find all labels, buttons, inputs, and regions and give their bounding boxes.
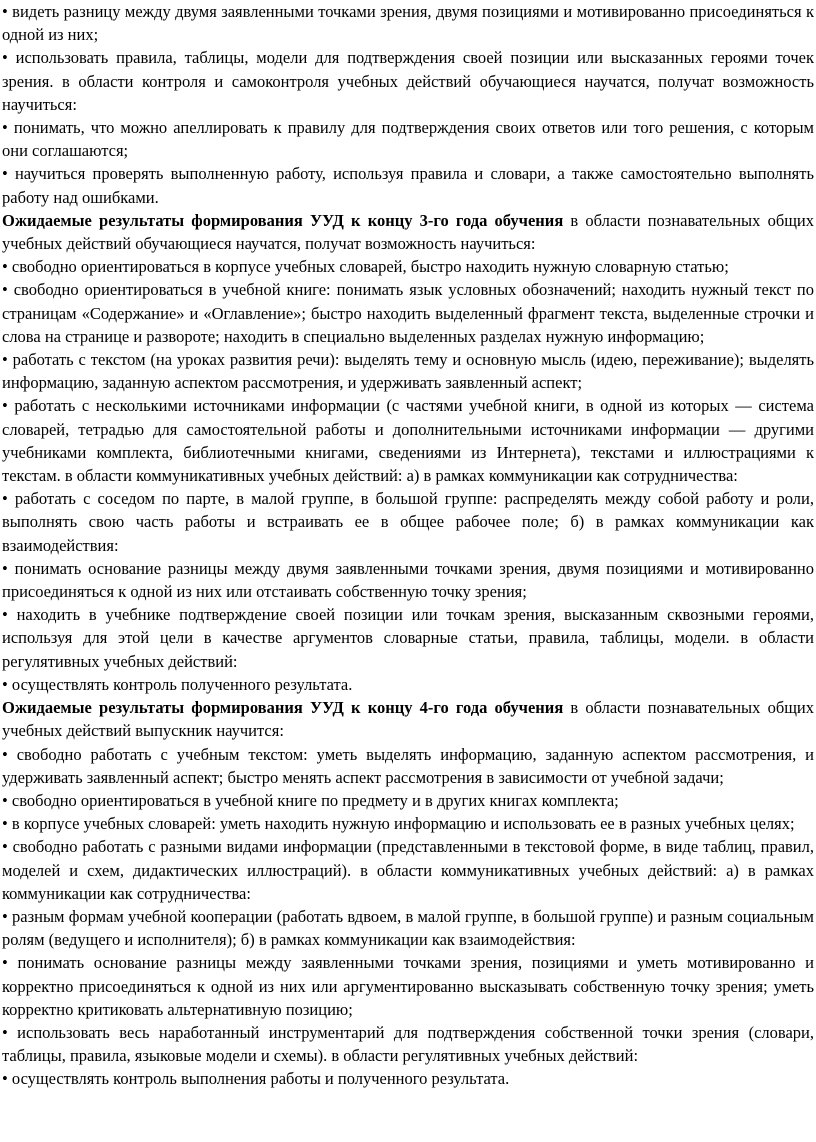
heading-rest-text: в области познавательных общих учебных действий обучающиеся научатся, получат возможность научиться:	[2, 210, 814, 254]
heading-rest-text: в области познавательных общих учебных действий выпускник научится:	[2, 698, 814, 741]
list-item: • разным формам учебной кооперации (работать вдвоем, в малой группе, в большой группе) и разным социальным ролям (ведущего и исполнителя); б) в рамках коммуникации как взаимодействия:	[2, 906, 814, 950]
list-item: • работать с соседом по парте, в малой группе, в большой группе: распределять между собой работу и роли, выполнять свою часть работы и встраивать ее в общее рабочее поле; б) в рамках коммуникации как взаимодействия:	[2, 489, 814, 555]
list-item: • научиться проверять выполненную работу, используя правила и словари, а также самостоятельно выполнять работу над ошибками.	[2, 164, 814, 207]
list-item: • понимать основание разницы между двумя заявленными точками зрения, двумя позициями и мотивированно присоединяться к одной из них или отстаивать собственную точку зрения;	[2, 558, 814, 602]
list-item: • осуществлять контроль выполнения работы и полученного результата.	[2, 1069, 510, 1089]
list-item: • находить в учебнике подтверждение своей позиции или точкам зрения, высказанным сквозными героями, используя для этой цели в качестве аргументов словарные статьи, правила, таблицы, модели. в области регулятивных учебных действий:	[2, 605, 814, 671]
list-item: • видеть разницу между двумя заявленными точками зрения, двумя позициями и мотивированно присоединяться к одной из них;	[2, 2, 814, 45]
list-item: • использовать весь наработанный инструментарий для подтверждения собственной точки зрения (словари, таблицы, правила, языковые модели и схемы). в области регулятивных учебных действий:	[2, 1022, 814, 1066]
list-item: • понимать, что можно апеллировать к правилу для подтверждения своих ответов или того решения, с которым они соглашаются;	[2, 118, 814, 161]
list-item: • использовать правила, таблицы, модели для подтверждения своей позиции или высказанных героями точек зрения. в области контроля и самоконтроля учебных действий обучающиеся научатся, получат возможность научиться:	[2, 48, 814, 114]
list-item: • осуществлять контроль полученного результата.	[2, 674, 353, 694]
list-item: • свободно работать с учебным текстом: уметь выделять информацию, заданную аспектом рассмотрения, и удерживать заявленный аспект; быстро менять аспект рассмотрения в зависимости от учебной задачи;	[2, 744, 814, 787]
list-item: • понимать основание разницы между заявленными точками зрения, позициями и уметь мотивированно и корректно присоединяться к одной из них или аргументированно высказывать собственную точку зрения; уметь корректно критиковать альтернативную позицию;	[2, 953, 814, 1019]
list-item: • в корпусе учебных словарей: уметь находить нужную информацию и использовать ее в разных учебных целях;	[2, 814, 795, 834]
list-item: • работать с несколькими источниками информации (с частями учебной книги, в одной из которых — система словарей, тетрадью для самостоятельной работы и дополнительными источниками информации — другими учебниками комплекта, библиотечными книгами, сведениями из Интернета), текстами и иллюстрациями к текстам. в области коммуникативных учебных действий: а) в рамках коммуникации как сотрудничества:	[2, 396, 814, 486]
section-heading-grade-4	[2, 696, 814, 742]
list-item: • свободно ориентироваться в корпусе учебных словарей, быстро находить нужную словарную статью;	[2, 257, 729, 277]
heading-bold-text: Ожидаемые результаты формирования УУД к концу 4-го года обучения	[2, 698, 564, 718]
heading-bold-text: Ожидаемые результаты формирования УУД к концу 3-го года обучения	[2, 210, 564, 230]
list-item: • работать с текстом (на уроках развития речи): выделять тему и основную мысль (идею, переживание); выделять информацию, заданную аспектом рассмотрения, и удерживать заявленный аспект;	[2, 350, 814, 393]
list-item: • свободно ориентироваться в учебной книге: понимать язык условных обозначений; находить нужный текст по страницам «Содержание» и «Оглавление»; быстро находить выделенный фрагмент текста, выделенные строчки и слова на странице и развороте; находить в специально выделенных разделах нужную информацию;	[2, 280, 814, 346]
section-heading-grade-3	[2, 209, 814, 255]
list-item: • свободно ориентироваться в учебной книге по предмету и в других книгах комплекта;	[2, 790, 619, 810]
list-item: • свободно работать с разными видами информации (представленными в текстовой форме, в виде таблиц, правил, моделей и схем, дидактических иллюстраций). в области коммуникативных учебных действий: а) в рамках коммуникации как сотрудничества:	[2, 837, 814, 903]
